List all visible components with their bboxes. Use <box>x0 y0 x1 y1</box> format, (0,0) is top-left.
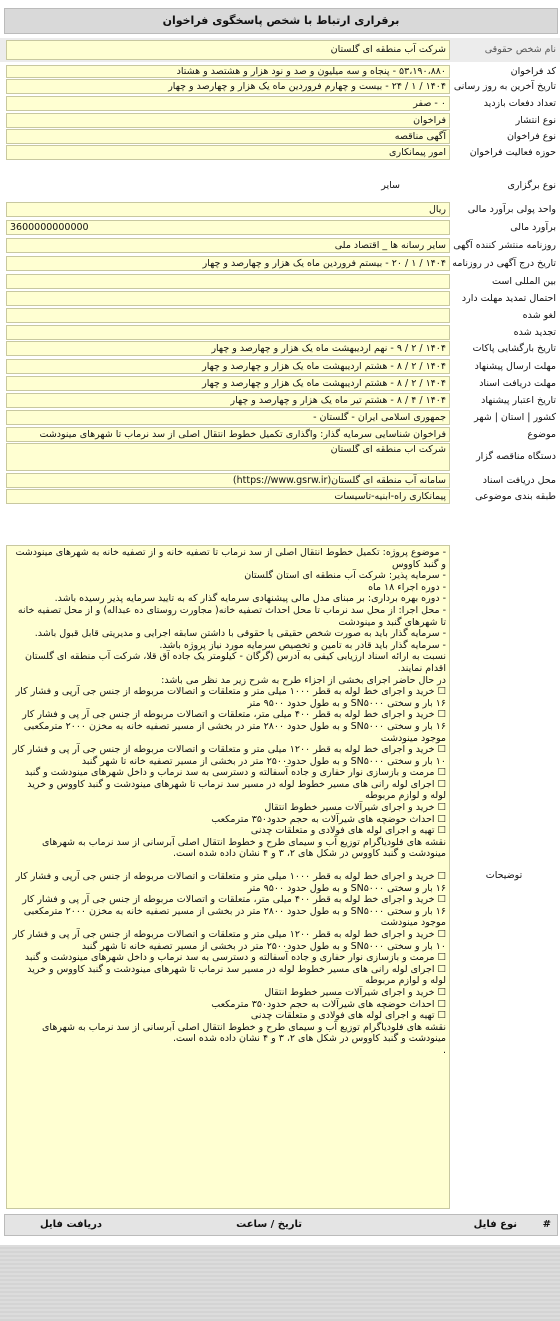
description-line <box>10 860 446 871</box>
field-value: سایر <box>381 180 400 191</box>
field-value: فراخوان شناسایی سرمایه گذار: واگذاری تکمیل خطوط انتقال اصلی از سد نرماب تا شهرهای مینودشت <box>6 427 450 442</box>
description-line: ☐ خرید و اجرای خط لوله به قطر ۴۰۰ میلی متر، متعلقات و اتصالات مربوطه از جنس جی آر پی و فشار کار ۱۶ بار و سختی SN۵۰۰۰ و به طول حدود ۲۸۰۰ متر در بخشی از مسیر تصفیه خانه به مخزن ۲۰۰۰ مترمکعبی موجود مینودشت <box>22 894 446 929</box>
description-line: ☐ تهیه و اجرای لوله های فولادی و متعلقات چدنی <box>250 1010 446 1022</box>
description-line: ☐ خرید و اجرای خط لوله به قطر ۱۰۰۰ میلی متر و متعلقات و اتصالات مربوطه از جنس جی آرپی و فشار کار ۱۶ بار و سختی SN۵۰۰۰ و به طول حدود ۹۵۰۰ متر <box>15 871 446 894</box>
description-line: نسبت به ارائه اسناد ارزیابی کیفی به آدرس (گرگان - کیلومتر یک جاده آق قلا، شرکت آب منطقه ای گلستان اقدام نمایند. <box>24 651 446 674</box>
field-label: نوع انتشار <box>515 115 556 126</box>
description-line: - سرمایه پذیر: شرکت آب منطقه ای استان گلستان <box>244 570 446 582</box>
files-table-header <box>4 1214 558 1236</box>
field-label: موضوع <box>527 429 556 440</box>
field-value: ۱۴۰۴ / ۱ / ۲۰ - بیستم فروردین ماه یک هزار و چهارصد و چهار <box>6 256 450 271</box>
field-row <box>0 325 560 340</box>
field-label: طبقه بندی موضوعی <box>475 491 556 502</box>
field-label: لغو شده <box>522 310 556 321</box>
field-row <box>0 274 560 289</box>
field-label: روزنامه منتشر کننده آگهی <box>453 240 556 251</box>
field-row <box>0 489 560 504</box>
field-row <box>0 202 560 217</box>
field-value: پیمانکاری راه-ابنیه-تاسیسات <box>6 489 450 504</box>
description-label: توضیحات <box>485 870 523 881</box>
description-line: ☐ احداث حوضچه های شیرآلات به حجم حدود۳۵۰ مترمکعب <box>211 813 446 825</box>
field-value: آگهی مناقصه <box>6 129 450 144</box>
description-line: ☐ تهیه و اجرای لوله های فولادی و متعلقات چدنی <box>250 825 446 837</box>
field-value: فراخوان <box>6 113 450 128</box>
field-label: نوع برگزاری <box>507 180 556 191</box>
field-row <box>0 96 560 111</box>
field-row <box>0 291 560 306</box>
description-line: در حال حاضر اجرای بخشی از اجزاء طرح به شرح زیر مد نظر می باشد: <box>161 674 446 686</box>
description-line: ☐ احداث حوضچه های شیرآلات به حجم حدود۳۵۰ مترمکعب <box>211 998 446 1010</box>
field-row <box>0 40 560 60</box>
field-value <box>6 291 450 306</box>
field-value: ۱۴۰۴ / ۴ / ۸ - هشتم تیر ماه یک هزار و چهارصد و چهار <box>6 393 450 408</box>
field-row <box>0 256 560 271</box>
description-line: ☐ خرید و اجرای خط لوله به قطر ۱۲۰۰ میلی متر و متعلقات و اتصالات مربوطه از جنس جی آر پی و فشار کار ۱۰ بار و سختی SN۵۰۰۰ و به طول حدود۲۵۰۰ متر در بخشی از مسیر تصفیه خانه تا شهر گنبد <box>12 929 446 952</box>
description-line: - محل اجرا: از محل سد نرماب تا محل احداث تصفیه خانه( مجاورت روستای ده عبداله) و از محل تصفیه خانه تا شهرهای گنبد و مینودشت <box>17 604 446 628</box>
field-label: تجدید شده <box>513 327 556 338</box>
field-row <box>0 393 560 408</box>
field-row <box>0 410 560 425</box>
field-row <box>0 376 560 391</box>
field-label: دستگاه مناقصه گزار <box>476 451 556 462</box>
field-label: واحد پولی برآورد مالی <box>467 204 556 215</box>
description-line: - موضوع پروژه: تکمیل خطوط انتقال اصلی از سد نرماب تا تصفیه خانه و از تصفیه خانه به شهرهای مینودشت و گنبد کاووس <box>15 547 446 570</box>
field-value <box>6 274 450 289</box>
field-label: نوع فراخوان <box>506 131 556 142</box>
field-row <box>0 308 560 323</box>
field-value: ۱۴۰۴ / ۱ / ۲۴ - بیست و چهارم فروردین ماه یک هزار و چهارصد و چهار <box>6 79 450 94</box>
field-label: تاریخ درج آگهی در روزنامه <box>452 258 556 269</box>
description-line: ☐ خرید و اجرای خط لوله به قطر ۱۲۰۰ میلی متر و متعلقات و اتصالات مربوطه از جنس جی آر پی و فشار کار ۱۰ بار و سختی SN۵۰۰۰ و به طول حدود۲۵۰۰ متر در بخشی از مسیر تصفیه خانه تا شهر گنبد <box>12 744 446 767</box>
page-title: برقراری ارتباط با شخص پاسخگوی فراخوان <box>4 8 558 34</box>
col-file-type: نوع فایل <box>473 1219 517 1230</box>
field-row <box>0 145 560 160</box>
description-line: ☐ خرید و اجرای خط لوله به قطر ۴۰۰ میلی متر، متعلقات و اتصالات مربوطه از جنس جی آر پی و فشار کار ۱۶ بار و سختی SN۵۰۰۰ و به طول حدود ۲۸۰۰ متر در بخشی از مسیر تصفیه خانه به مخزن ۲۰۰۰ مترمکعبی موجود مینودشت <box>22 709 446 744</box>
field-label: برآورد مالی <box>510 222 556 233</box>
field-row <box>0 427 560 442</box>
field-value: سامانه آب منطقه ای گلستان(https://www.gsrw.ir) <box>6 473 450 488</box>
field-value: جمهوری اسلامی ایران - گلستان - <box>6 410 450 425</box>
field-value: ۰ - صفر <box>6 96 450 111</box>
col-date-time: تاریخ / ساعت <box>236 1219 302 1230</box>
field-row <box>0 238 560 253</box>
field-value: شرکت آب منطقه ای گلستان <box>6 443 450 471</box>
field-row <box>0 443 560 471</box>
field-label: تاریخ اعتبار پیشنهاد <box>481 395 556 406</box>
field-value: ۵۳،۱۹۰،۸۸۰ - پنجاه و سه میلیون و صد و نود هزار و هشتصد و هشتاد <box>6 65 450 78</box>
field-value <box>6 325 450 340</box>
description-line: نقشه های فلودیاگرام توزیع آب و سیمای طرح و خطوط انتقال اصلی آبرسانی از سد نرماب به شهرهای مینودشت و گنبد کاووس در شکل های ۲، ۳ و ۴ نشان داده شده است. <box>42 836 446 860</box>
field-value: ۱۴۰۴ / ۲ / ۸ - هشتم اردیبهشت ماه یک هزار و چهارصد و چهار <box>6 376 450 391</box>
field-label: محل دریافت اسناد <box>482 475 556 486</box>
field-label: حوزه فعالیت فراخوان <box>469 147 556 158</box>
field-value: امور پیمانکاری <box>6 145 450 160</box>
field-value: ۱۴۰۴ / ۲ / ۸ - هشتم اردیبهشت ماه یک هزار و چهارصد و چهار <box>6 359 450 374</box>
field-label: احتمال تمدید مهلت دارد <box>461 293 556 304</box>
description-line: ☐ مرمت و بازسازی نوار حفاری و جاده آسفالته و دسترسی به سد نرماب و داخل شهرهای مینودشت و گنبد <box>24 952 446 964</box>
description-line: ☐ مرمت و بازسازی نوار حفاری و جاده آسفالته و دسترسی به سد نرماب و داخل شهرهای مینودشت و گنبد <box>24 767 446 779</box>
field-label: کد فراخوان <box>510 66 556 77</box>
field-label: بین المللی است <box>492 276 556 287</box>
field-row <box>0 65 560 78</box>
field-row <box>0 220 560 235</box>
description-line: - دوره بهره برداری: بر مبنای مدل مالی پیشنهادی سرمایه گذار که به تایید سرمایه پذیر رسیده باشد. <box>54 593 446 605</box>
field-label: مهلت ارسال پیشنهاد <box>474 361 556 372</box>
description-line: - سرمایه گذار باید قادر به تامین و تخصیص سرمایه مورد نیاز پروژه باشد. <box>159 639 446 651</box>
field-value: سایر رسانه ها _ اقتصاد ملی <box>6 238 450 253</box>
field-row <box>0 79 560 94</box>
field-label: مهلت دریافت اسناد <box>479 378 556 389</box>
description-line: - سرمایه گذار باید به صورت شخص حقیقی یا حقوقی با داشتن سابقه اجرایی و مدیریتی قابل قبول باشد. <box>34 628 446 640</box>
field-label: کشور | استان | شهر <box>474 412 556 423</box>
field-label: تاریخ بارگشایی پاکات <box>472 343 556 354</box>
col-number: # <box>542 1219 551 1230</box>
description-box <box>6 545 450 1209</box>
field-value: 3600000000000 <box>6 220 450 235</box>
field-label: تاریخ آخرین به روز رسانی <box>453 81 556 92</box>
field-row <box>0 113 560 128</box>
description-line: ☐ خرید و اجرای شیرآلات مسیر خطوط انتقال <box>264 802 446 814</box>
field-value: ۱۴۰۴ / ۲ / ۹ - نهم اردیبهشت ماه یک هزار و چهارصد و چهار <box>6 341 450 356</box>
field-label: نام شخص حقوقی <box>484 44 556 55</box>
description-line: ☐ خرید و اجرای شیرآلات مسیر خطوط انتقال <box>264 986 446 998</box>
field-value: ریال <box>6 202 450 217</box>
field-row <box>0 473 560 488</box>
description-line: ☐ اجرای لوله رانی های مسیر خطوط لوله در مسیر سد نرماب تا شهرهای مینودشت و گنبد کاووس و خرید لوله و لوازم مربوطه <box>27 963 446 987</box>
field-label: تعداد دفعات بازدید <box>483 98 556 109</box>
field-row <box>0 171 560 201</box>
field-row <box>0 129 560 144</box>
field-value <box>6 308 450 323</box>
description-line: ☐ اجرای لوله رانی های مسیر خطوط لوله در مسیر سد نرماب تا شهرهای مینودشت و گنبد کاووس و خرید لوله و لوازم مربوطه <box>27 778 446 802</box>
description-line: ☐ خرید و اجرای خط لوله به قطر ۱۰۰۰ میلی متر و متعلقات و اتصالات مربوطه از جنس جی آرپی و فشار کار ۱۶ بار و سختی SN۵۰۰۰ و به طول حدود ۹۵۰۰ متر <box>15 686 446 709</box>
description-line: - دوره اجراء ۱۸ ماه <box>368 581 446 593</box>
field-row <box>0 341 560 356</box>
description-line: . <box>442 1044 446 1056</box>
field-row <box>0 359 560 374</box>
col-download: دریافت فایل <box>40 1219 102 1230</box>
field-value: شرکت آب منطقه ای گلستان <box>6 40 450 60</box>
description-line: نقشه های فلودیاگرام توزیع آب و سیمای طرح و خطوط انتقال اصلی آبرسانی از سد نرماب به شهرهای مینودشت و گنبد کاووس در شکل های ۲، ۳ و ۴ نشان داده شده است. <box>42 1021 446 1045</box>
background-strip <box>0 1245 560 1321</box>
